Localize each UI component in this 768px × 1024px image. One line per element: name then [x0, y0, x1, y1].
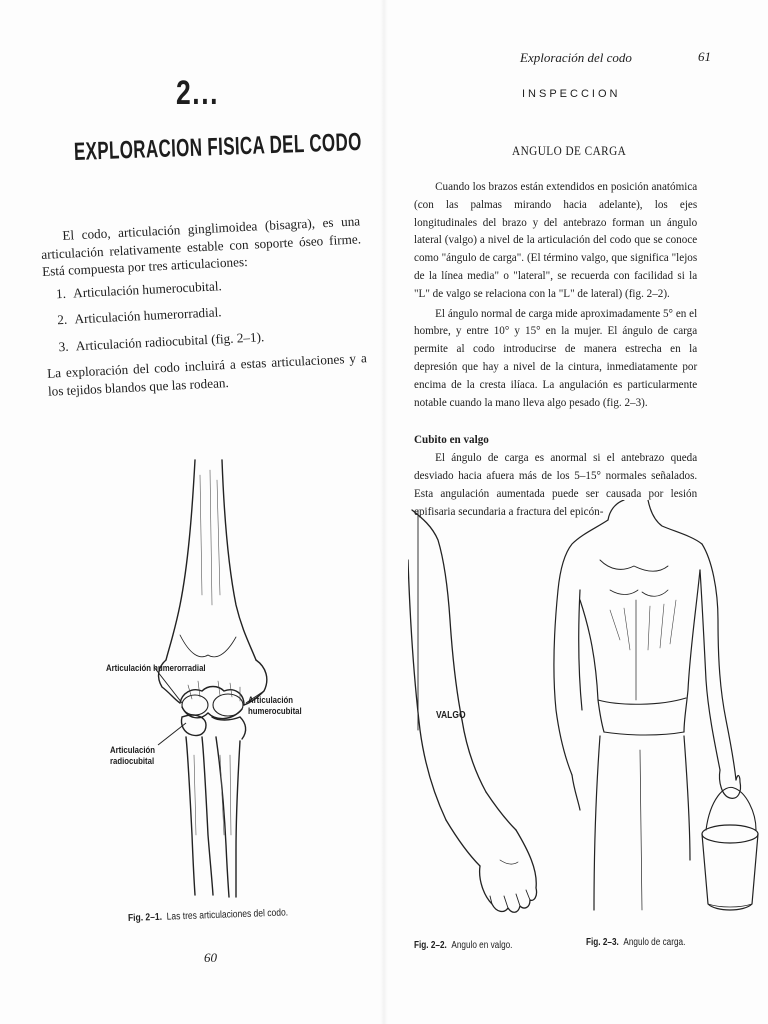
figure-caption	[414, 940, 512, 951]
list-item: 2. Articulación humerorradial.	[70, 296, 365, 328]
label-radiocubital: Articulación radiocubital	[110, 745, 156, 767]
figure-caption-text: Angulo en valgo.	[451, 940, 513, 951]
paragraph: El ángulo normal de carga mide aproximadamente 5° en el hombre, y entre 10° y 15° en la mujer. El ángulo de carga permite al codo introducirse de manera estrecha en la depresión que hay a nivel de la cintura, inmediatamente por encima de la cresta ilíaca. La angulación es particularmente notable cuando la mano lleva algo pesado (fig. 2–3).	[414, 306, 698, 409]
running-head: Exploración del codo	[520, 50, 632, 65]
valgo-label: VALGO	[436, 710, 466, 721]
figure-caption	[586, 937, 685, 948]
subsection-heading: ANGULO DE CARGA	[512, 144, 627, 158]
carrying-angle-illustration	[550, 500, 760, 920]
body-text	[414, 178, 697, 520]
label-humerorradial: Articulación humerorradial	[106, 663, 206, 674]
right-page	[384, 0, 768, 1024]
section-heading: INSPECCION	[522, 88, 621, 100]
intro-paragraph: El codo, articulación ginglimoidea (bisagra), es una articulación relativamente estable con soporte óseo firme. Está compuesta por tres articulaciones:	[40, 213, 362, 279]
figure-caption-text: Angulo de carga.	[623, 937, 686, 948]
figure-caption-number: Fig. 2–3.	[586, 937, 619, 948]
valgus-arm-illustration	[408, 500, 548, 925]
elbow-bones-illustration	[100, 455, 350, 900]
chapter-number: 2...	[176, 74, 220, 112]
paragraph: Cuando los brazos están extendidos en posición anatómica (con las palmas mirando hacia adelante), los ejes longitudinales del brazo y del antebrazo forman un ángulo lateral (valgo) a nivel de la articulación del codo que se conoce como "ángulo de carga". (El término valgo, que significa "lejos de la línea media" o "lateral", se recuerda con facilidad si la "L" de valgo se relaciona con la "L" de lateral) (fig. 2–2).	[414, 180, 698, 300]
closing-paragraph: La exploración del codo incluirá a estas articulaciones y a los tejidos blandos que las rodean.	[46, 350, 368, 399]
label-humerocubital: Articulación humerocubital	[248, 695, 302, 717]
figure-caption-number: Fig. 2–2.	[414, 940, 447, 951]
subheading-cubito-valgo: Cubito en valgo	[414, 433, 489, 447]
list-item: 1. Articulación humerocubital.	[69, 270, 364, 302]
figure-caption-number: Fig. 2–1.	[127, 911, 163, 924]
figure-caption	[128, 907, 288, 924]
intro-text	[40, 212, 368, 399]
figure-caption-text: Las tres articulaciones del codo.	[166, 907, 289, 923]
page-number: 60	[204, 950, 217, 965]
paragraph: El ángulo de carga es anormal si el antebrazo queda desviado hacia afuera más de los 5–15° normales señalados. Esta angulación aumentada puede ser causada por lesión epifisaria secundaria a fractura del epicón-	[414, 451, 698, 518]
articulation-list	[43, 270, 366, 356]
page-number: 61	[698, 49, 711, 64]
list-item: 3. Articulación radiocubital (fig. 2–1).	[71, 323, 366, 355]
chapter-title: EXPLORACION FISICA DEL CODO	[73, 127, 363, 166]
